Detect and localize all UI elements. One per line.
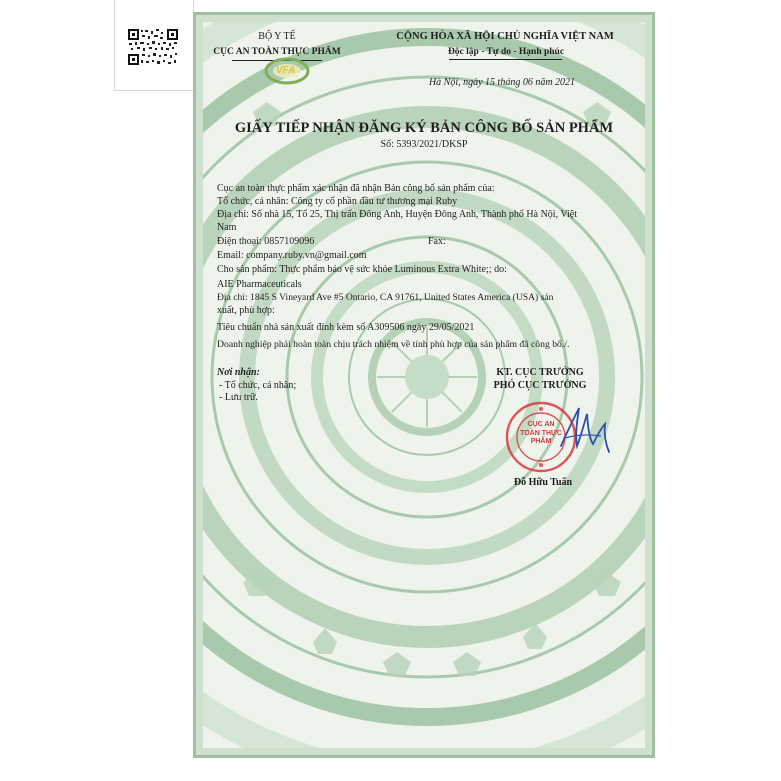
motto-underline <box>449 59 562 60</box>
qr-code-icon <box>127 28 179 66</box>
vfa-logo-text: VFA <box>276 65 296 76</box>
signature-mark <box>557 402 613 458</box>
fax-line: Fax: <box>428 236 446 247</box>
signer-title-1: KT. CỤC TRƯỞNG <box>496 367 584 378</box>
handwritten-signature-icon <box>557 402 613 458</box>
address-line-2: Nam <box>217 222 237 233</box>
signer-title-2: PHÓ CỤC TRƯỞNG <box>493 380 587 391</box>
intro-text: Cục an toàn thực phẩm xác nhận đã nhận Bản công bố sản phẩm của: <box>217 183 495 194</box>
seal-text: CỤC AN TOÀN THỰC PHẨM <box>520 421 562 445</box>
responsibility-line: Doanh nghiệp phải hoàn toàn chịu trách nhiệm về tính phù hợp của sản phẩm đã công bố./. <box>217 339 570 350</box>
phone-line: Điện thoại: 0857109096 <box>217 236 315 247</box>
agency-name: CỤC AN TOÀN THỰC PHẨM <box>213 47 341 57</box>
address-line-1: Địa chỉ: Số nhà 15, Tổ 25, Thị trấn Đông Anh, Huyện Đông Anh, Thành phố Hà Nội, Việt <box>217 209 578 220</box>
document-title: GIẤY TIẾP NHẬN ĐĂNG KÝ BẢN CÔNG BỐ SẢN PHẨM <box>234 120 614 136</box>
national-motto: Độc lập - Tự do - Hạnh phúc <box>447 47 565 57</box>
date-line: Hà Nội, ngày 15 tháng 06 năm 2021 <box>428 77 576 88</box>
country-name: CỘNG HÒA XÃ HỘI CHỦ NGHĨA VIỆT NAM <box>396 31 614 42</box>
manufacturer-address-line-2: xuất, phù hợp: <box>217 305 275 316</box>
ministry-name: BỘ Y TẾ <box>258 31 296 42</box>
recipient-item: - Tổ chức, cá nhân; <box>219 380 297 391</box>
document-number: Số: 5393/2021/DKSP <box>380 139 468 150</box>
standard-line: Tiêu chuẩn nhà sản xuất đính kèm số A309506 ngày 29/05/2021 <box>217 322 475 333</box>
recipient-item: - Lưu trữ. <box>219 392 258 403</box>
email-line: Email: company.ruby.vn@gmail.com <box>217 250 367 261</box>
manufacturer-line: AIE Pharmaceuticals <box>217 279 302 290</box>
qr-card <box>114 0 194 91</box>
organization-line: Tổ chức, cá nhân: Công ty cổ phần đầu tư thương mại Ruby <box>217 196 458 207</box>
recipients-label: Nơi nhận: <box>217 367 260 378</box>
signer-name: Đỗ Hữu Tuấn <box>513 477 573 488</box>
product-line: Cho sản phẩm: Thực phẩm bảo vệ sức khỏe Luminous Extra White;; do: <box>217 264 507 275</box>
vfa-logo <box>263 57 311 85</box>
manufacturer-address-line-1: Địa chỉ: 1845 S Vineyard Ave #5 Ontario, CA 91761, United States America (USA) sản <box>217 292 554 303</box>
